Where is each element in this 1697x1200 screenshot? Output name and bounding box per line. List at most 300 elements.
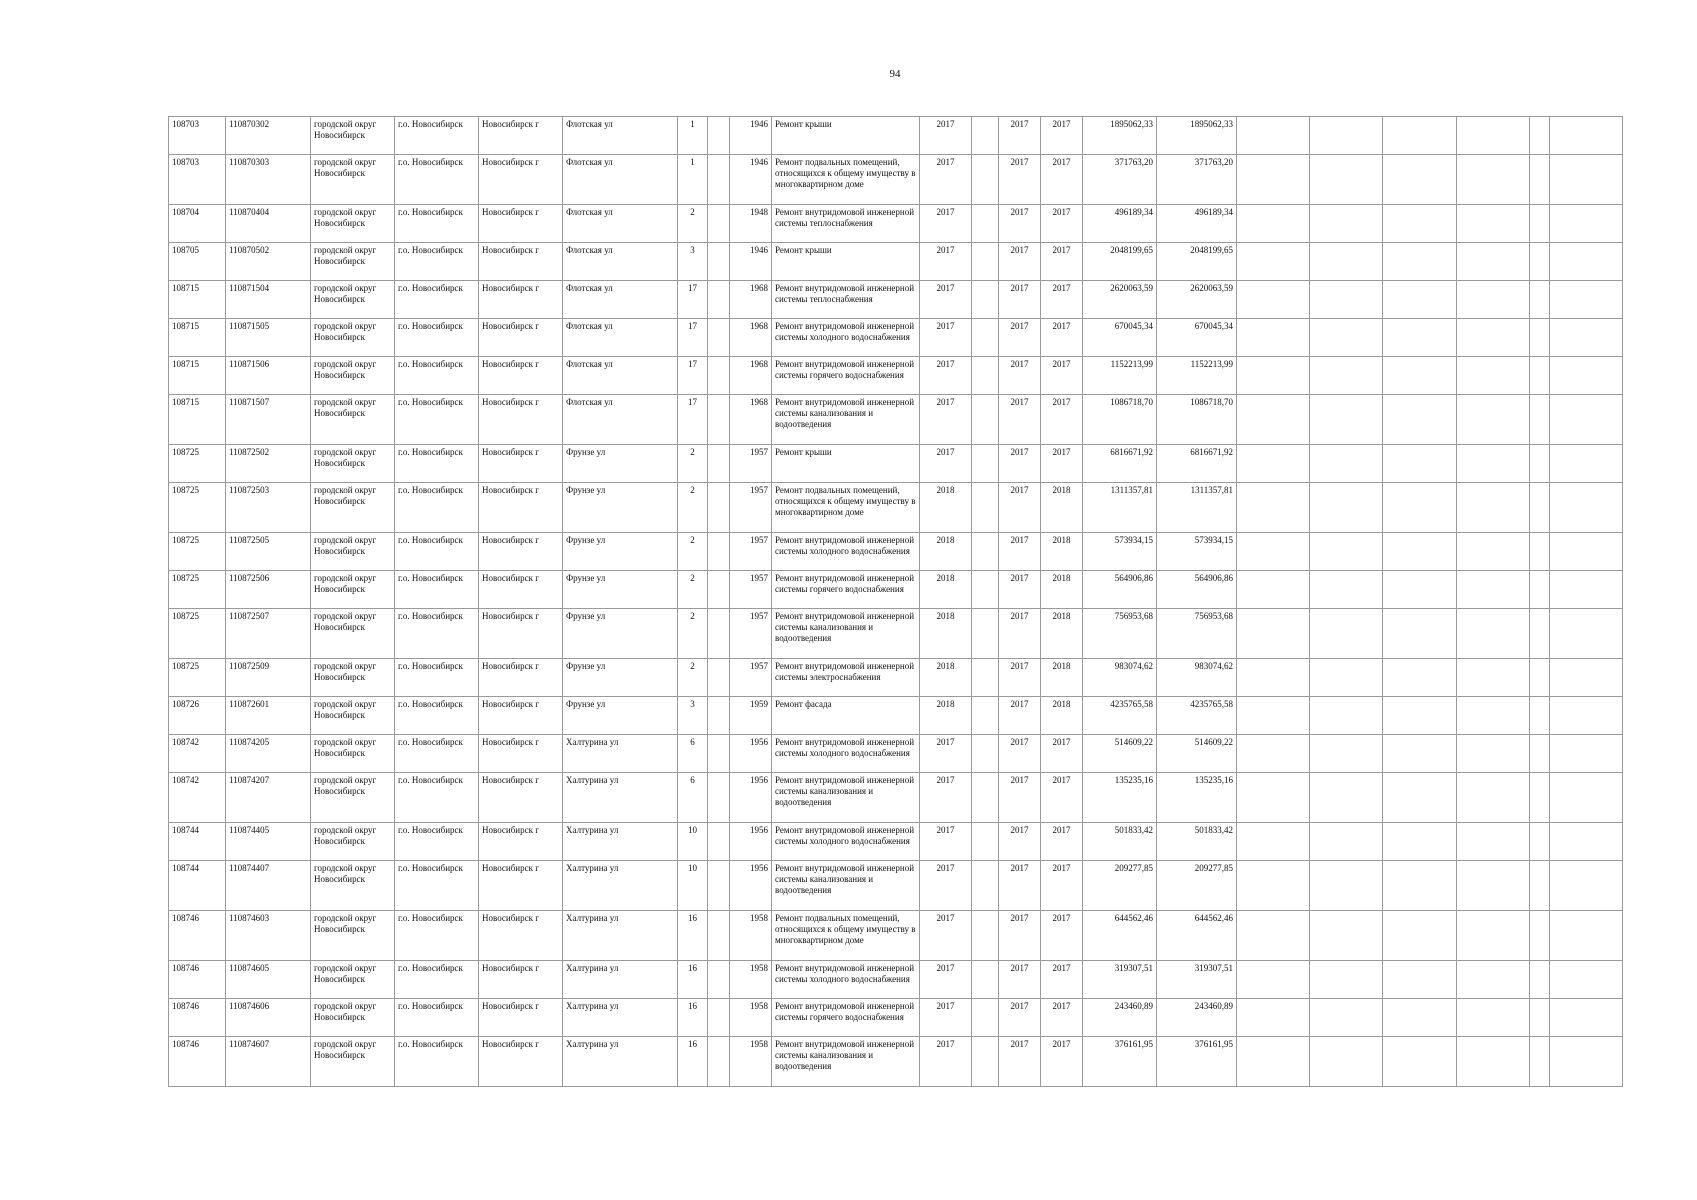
- table-row: [169, 571, 1623, 609]
- municipality-cell: г.о. Новосибирск: [395, 281, 479, 319]
- empty-cell: [1310, 205, 1383, 243]
- empty-cell: [1530, 205, 1550, 243]
- street-cell: Халтурина ул: [563, 773, 678, 823]
- empty-cell: [1237, 861, 1310, 911]
- work-type-cell: Ремонт внутридомовой инженерной системы холодного водоснабжения: [772, 823, 920, 861]
- build-year-cell: 1956: [730, 773, 772, 823]
- house-number-cell: 10: [678, 823, 708, 861]
- empty-cell: [972, 319, 999, 357]
- start-year-cell: 2017: [999, 1037, 1041, 1087]
- empty-cell: [1237, 571, 1310, 609]
- street-cell: Флотская ул: [563, 281, 678, 319]
- house-id-cell: 108725: [169, 445, 226, 483]
- municipality-cell: г.о. Новосибирск: [395, 1037, 479, 1087]
- work-code-cell: 110874407: [226, 861, 311, 911]
- planned-year-cell: 2017: [920, 281, 972, 319]
- house-id-cell: 108746: [169, 999, 226, 1037]
- empty-cell: [1530, 773, 1550, 823]
- empty-cell: [1310, 961, 1383, 999]
- city-cell: Новосибирск г: [479, 1037, 563, 1087]
- build-year-cell: 1956: [730, 823, 772, 861]
- house-id-cell: 108725: [169, 571, 226, 609]
- work-type-cell: Ремонт внутридомовой инженерной системы теплоснабжения: [772, 281, 920, 319]
- empty-cell: [1310, 445, 1383, 483]
- empty-cell: [1530, 445, 1550, 483]
- district-cell: городской округ Новосибирск: [311, 571, 395, 609]
- end-year-cell: 2017: [1041, 155, 1083, 205]
- cost-cell: 1311357,81: [1083, 483, 1157, 533]
- street-cell: Фрунзе ул: [563, 445, 678, 483]
- total-cost-cell: 501833,42: [1157, 823, 1237, 861]
- empty-cell: [1237, 533, 1310, 571]
- work-type-cell: Ремонт внутридомовой инженерной системы канализования и водоотведения: [772, 395, 920, 445]
- end-year-cell: 2017: [1041, 281, 1083, 319]
- empty-cell: [1310, 357, 1383, 395]
- total-cost-cell: 1152213,99: [1157, 357, 1237, 395]
- empty-cell: [1530, 861, 1550, 911]
- street-cell: Фрунзе ул: [563, 609, 678, 659]
- empty-cell: [972, 961, 999, 999]
- empty-cell: [972, 697, 999, 735]
- street-cell: Флотская ул: [563, 395, 678, 445]
- table-row: [169, 659, 1623, 697]
- empty-cell: [708, 445, 730, 483]
- empty-cell: [1237, 609, 1310, 659]
- table-row: [169, 735, 1623, 773]
- empty-cell: [1550, 155, 1623, 205]
- municipality-cell: г.о. Новосибирск: [395, 999, 479, 1037]
- district-cell: городской округ Новосибирск: [311, 1037, 395, 1087]
- empty-cell: [1237, 483, 1310, 533]
- empty-cell: [1457, 357, 1530, 395]
- street-cell: Флотская ул: [563, 117, 678, 155]
- house-id-cell: 108726: [169, 697, 226, 735]
- house-number-cell: 1: [678, 155, 708, 205]
- empty-cell: [972, 773, 999, 823]
- start-year-cell: 2017: [999, 773, 1041, 823]
- end-year-cell: 2017: [1041, 117, 1083, 155]
- house-number-cell: 17: [678, 395, 708, 445]
- start-year-cell: 2017: [999, 117, 1041, 155]
- start-year-cell: 2017: [999, 961, 1041, 999]
- end-year-cell: 2018: [1041, 697, 1083, 735]
- municipality-cell: г.о. Новосибирск: [395, 319, 479, 357]
- table-row: [169, 609, 1623, 659]
- empty-cell: [1550, 861, 1623, 911]
- empty-cell: [1550, 823, 1623, 861]
- empty-cell: [1310, 609, 1383, 659]
- house-number-cell: 2: [678, 205, 708, 243]
- total-cost-cell: 564906,86: [1157, 571, 1237, 609]
- district-cell: городской округ Новосибирск: [311, 659, 395, 697]
- start-year-cell: 2017: [999, 281, 1041, 319]
- table-row: [169, 205, 1623, 243]
- empty-cell: [708, 961, 730, 999]
- empty-cell: [1237, 823, 1310, 861]
- cost-cell: 2620063,59: [1083, 281, 1157, 319]
- city-cell: Новосибирск г: [479, 395, 563, 445]
- city-cell: Новосибирск г: [479, 697, 563, 735]
- start-year-cell: 2017: [999, 205, 1041, 243]
- empty-cell: [1457, 735, 1530, 773]
- house-id-cell: 108703: [169, 117, 226, 155]
- work-type-cell: Ремонт внутридомовой инженерной системы холодного водоснабжения: [772, 961, 920, 999]
- table-row: [169, 1037, 1623, 1087]
- work-code-cell: 110870302: [226, 117, 311, 155]
- total-cost-cell: 670045,34: [1157, 319, 1237, 357]
- work-type-cell: Ремонт крыши: [772, 243, 920, 281]
- house-id-cell: 108725: [169, 609, 226, 659]
- end-year-cell: 2017: [1041, 357, 1083, 395]
- empty-cell: [1237, 659, 1310, 697]
- cost-cell: 573934,15: [1083, 533, 1157, 571]
- page-number: 94: [889, 68, 901, 80]
- table-row: [169, 861, 1623, 911]
- empty-cell: [1310, 823, 1383, 861]
- planned-year-cell: 2018: [920, 659, 972, 697]
- work-code-cell: 110874207: [226, 773, 311, 823]
- empty-cell: [708, 117, 730, 155]
- cost-cell: 6816671,92: [1083, 445, 1157, 483]
- empty-cell: [1457, 281, 1530, 319]
- planned-year-cell: 2018: [920, 571, 972, 609]
- table-row: [169, 155, 1623, 205]
- table-row: [169, 319, 1623, 357]
- empty-cell: [1550, 697, 1623, 735]
- empty-cell: [1550, 659, 1623, 697]
- street-cell: Фрунзе ул: [563, 659, 678, 697]
- end-year-cell: 2017: [1041, 319, 1083, 357]
- empty-cell: [1530, 319, 1550, 357]
- house-number-cell: 2: [678, 445, 708, 483]
- build-year-cell: 1957: [730, 609, 772, 659]
- empty-cell: [708, 697, 730, 735]
- house-id-cell: 108715: [169, 395, 226, 445]
- empty-cell: [1383, 445, 1457, 483]
- house-number-cell: 16: [678, 961, 708, 999]
- empty-cell: [1550, 117, 1623, 155]
- empty-cell: [1457, 659, 1530, 697]
- municipality-cell: г.о. Новосибирск: [395, 533, 479, 571]
- start-year-cell: 2017: [999, 395, 1041, 445]
- total-cost-cell: 983074,62: [1157, 659, 1237, 697]
- city-cell: Новосибирск г: [479, 445, 563, 483]
- district-cell: городской округ Новосибирск: [311, 999, 395, 1037]
- table-row: [169, 243, 1623, 281]
- municipality-cell: г.о. Новосибирск: [395, 735, 479, 773]
- empty-cell: [1310, 483, 1383, 533]
- work-code-cell: 110870502: [226, 243, 311, 281]
- end-year-cell: 2017: [1041, 395, 1083, 445]
- empty-cell: [708, 395, 730, 445]
- work-type-cell: Ремонт внутридомовой инженерной системы холодного водоснабжения: [772, 533, 920, 571]
- start-year-cell: 2017: [999, 999, 1041, 1037]
- empty-cell: [1383, 533, 1457, 571]
- empty-cell: [708, 319, 730, 357]
- work-code-cell: 110874205: [226, 735, 311, 773]
- planned-year-cell: 2017: [920, 357, 972, 395]
- empty-cell: [1237, 1037, 1310, 1087]
- empty-cell: [1383, 697, 1457, 735]
- table-body: [169, 117, 1623, 1087]
- empty-cell: [1383, 155, 1457, 205]
- start-year-cell: 2017: [999, 609, 1041, 659]
- empty-cell: [708, 571, 730, 609]
- work-type-cell: Ремонт внутридомовой инженерной системы канализования и водоотведения: [772, 1037, 920, 1087]
- empty-cell: [708, 773, 730, 823]
- empty-cell: [1310, 735, 1383, 773]
- planned-year-cell: 2017: [920, 823, 972, 861]
- build-year-cell: 1946: [730, 155, 772, 205]
- empty-cell: [1310, 395, 1383, 445]
- city-cell: Новосибирск г: [479, 999, 563, 1037]
- empty-cell: [1530, 155, 1550, 205]
- street-cell: Флотская ул: [563, 357, 678, 395]
- work-type-cell: Ремонт подвальных помещений, относящихся к общему имуществу в многоквартирном доме: [772, 911, 920, 961]
- municipality-cell: г.о. Новосибирск: [395, 823, 479, 861]
- empty-cell: [1383, 735, 1457, 773]
- empty-cell: [1310, 861, 1383, 911]
- empty-cell: [1530, 395, 1550, 445]
- empty-cell: [708, 533, 730, 571]
- house-id-cell: 108744: [169, 823, 226, 861]
- table-row: [169, 697, 1623, 735]
- empty-cell: [1550, 319, 1623, 357]
- cost-cell: 1895062,33: [1083, 117, 1157, 155]
- empty-cell: [1237, 319, 1310, 357]
- empty-cell: [708, 357, 730, 395]
- work-type-cell: Ремонт внутридомовой инженерной системы холодного водоснабжения: [772, 735, 920, 773]
- work-type-cell: Ремонт внутридомовой инженерной системы канализования и водоотведения: [772, 773, 920, 823]
- cost-cell: 670045,34: [1083, 319, 1157, 357]
- start-year-cell: 2017: [999, 357, 1041, 395]
- house-number-cell: 2: [678, 571, 708, 609]
- district-cell: городской округ Новосибирск: [311, 395, 395, 445]
- cost-cell: 1086718,70: [1083, 395, 1157, 445]
- municipality-cell: г.о. Новосибирск: [395, 395, 479, 445]
- empty-cell: [1457, 205, 1530, 243]
- empty-cell: [1383, 823, 1457, 861]
- house-number-cell: 10: [678, 861, 708, 911]
- district-cell: городской округ Новосибирск: [311, 823, 395, 861]
- work-code-cell: 110872601: [226, 697, 311, 735]
- empty-cell: [972, 659, 999, 697]
- start-year-cell: 2017: [999, 533, 1041, 571]
- empty-cell: [972, 999, 999, 1037]
- build-year-cell: 1957: [730, 659, 772, 697]
- work-type-cell: Ремонт подвальных помещений, относящихся к общему имуществу в многоквартирном доме: [772, 483, 920, 533]
- empty-cell: [1383, 609, 1457, 659]
- cost-cell: 983074,62: [1083, 659, 1157, 697]
- work-code-cell: 110872502: [226, 445, 311, 483]
- total-cost-cell: 6816671,92: [1157, 445, 1237, 483]
- end-year-cell: 2017: [1041, 1037, 1083, 1087]
- empty-cell: [1457, 533, 1530, 571]
- work-code-cell: 110870404: [226, 205, 311, 243]
- district-cell: городской округ Новосибирск: [311, 773, 395, 823]
- table-row: [169, 773, 1623, 823]
- house-number-cell: 16: [678, 1037, 708, 1087]
- empty-cell: [1310, 155, 1383, 205]
- build-year-cell: 1968: [730, 357, 772, 395]
- work-code-cell: 110872509: [226, 659, 311, 697]
- city-cell: Новосибирск г: [479, 243, 563, 281]
- table-row: [169, 357, 1623, 395]
- end-year-cell: 2017: [1041, 823, 1083, 861]
- end-year-cell: 2017: [1041, 735, 1083, 773]
- city-cell: Новосибирск г: [479, 571, 563, 609]
- end-year-cell: 2017: [1041, 445, 1083, 483]
- empty-cell: [708, 205, 730, 243]
- empty-cell: [1550, 911, 1623, 961]
- planned-year-cell: 2018: [920, 609, 972, 659]
- street-cell: Флотская ул: [563, 155, 678, 205]
- house-number-cell: 2: [678, 659, 708, 697]
- start-year-cell: 2017: [999, 861, 1041, 911]
- table-row: [169, 445, 1623, 483]
- build-year-cell: 1957: [730, 483, 772, 533]
- municipality-cell: г.о. Новосибирск: [395, 773, 479, 823]
- empty-cell: [1457, 1037, 1530, 1087]
- empty-cell: [1383, 911, 1457, 961]
- district-cell: городской округ Новосибирск: [311, 911, 395, 961]
- empty-cell: [708, 243, 730, 281]
- district-cell: городской округ Новосибирск: [311, 697, 395, 735]
- empty-cell: [1383, 205, 1457, 243]
- work-type-cell: Ремонт фасада: [772, 697, 920, 735]
- work-type-cell: Ремонт внутридомовой инженерной системы электроснабжения: [772, 659, 920, 697]
- empty-cell: [1530, 911, 1550, 961]
- municipality-cell: г.о. Новосибирск: [395, 961, 479, 999]
- work-type-cell: Ремонт крыши: [772, 445, 920, 483]
- planned-year-cell: 2018: [920, 533, 972, 571]
- empty-cell: [1530, 735, 1550, 773]
- district-cell: городской округ Новосибирск: [311, 281, 395, 319]
- total-cost-cell: 209277,85: [1157, 861, 1237, 911]
- district-cell: городской округ Новосибирск: [311, 861, 395, 911]
- work-code-cell: 110871504: [226, 281, 311, 319]
- table-row: [169, 533, 1623, 571]
- work-type-cell: Ремонт внутридомовой инженерной системы горячего водоснабжения: [772, 571, 920, 609]
- city-cell: Новосибирск г: [479, 281, 563, 319]
- house-id-cell: 108704: [169, 205, 226, 243]
- empty-cell: [972, 483, 999, 533]
- end-year-cell: 2018: [1041, 533, 1083, 571]
- district-cell: городской округ Новосибирск: [311, 483, 395, 533]
- empty-cell: [1530, 243, 1550, 281]
- cost-cell: 1152213,99: [1083, 357, 1157, 395]
- empty-cell: [1457, 483, 1530, 533]
- build-year-cell: 1946: [730, 117, 772, 155]
- cost-cell: 514609,22: [1083, 735, 1157, 773]
- work-type-cell: Ремонт внутридомовой инженерной системы канализования и водоотведения: [772, 861, 920, 911]
- end-year-cell: 2017: [1041, 773, 1083, 823]
- total-cost-cell: 1311357,81: [1157, 483, 1237, 533]
- build-year-cell: 1956: [730, 861, 772, 911]
- empty-cell: [1457, 697, 1530, 735]
- planned-year-cell: 2017: [920, 961, 972, 999]
- house-id-cell: 108725: [169, 533, 226, 571]
- planned-year-cell: 2017: [920, 999, 972, 1037]
- house-id-cell: 108705: [169, 243, 226, 281]
- district-cell: городской округ Новосибирск: [311, 117, 395, 155]
- table-row: [169, 281, 1623, 319]
- empty-cell: [972, 155, 999, 205]
- build-year-cell: 1958: [730, 999, 772, 1037]
- street-cell: Фрунзе ул: [563, 533, 678, 571]
- empty-cell: [1550, 999, 1623, 1037]
- empty-cell: [1310, 697, 1383, 735]
- cost-cell: 501833,42: [1083, 823, 1157, 861]
- total-cost-cell: 496189,34: [1157, 205, 1237, 243]
- empty-cell: [1530, 1037, 1550, 1087]
- street-cell: Фрунзе ул: [563, 571, 678, 609]
- total-cost-cell: 135235,16: [1157, 773, 1237, 823]
- empty-cell: [708, 609, 730, 659]
- empty-cell: [708, 861, 730, 911]
- total-cost-cell: 4235765,58: [1157, 697, 1237, 735]
- house-id-cell: 108725: [169, 659, 226, 697]
- empty-cell: [972, 911, 999, 961]
- empty-cell: [1550, 735, 1623, 773]
- build-year-cell: 1948: [730, 205, 772, 243]
- table-row: [169, 395, 1623, 445]
- work-code-cell: 110874606: [226, 999, 311, 1037]
- total-cost-cell: 644562,46: [1157, 911, 1237, 961]
- house-id-cell: 108744: [169, 861, 226, 911]
- house-id-cell: 108746: [169, 1037, 226, 1087]
- house-id-cell: 108715: [169, 357, 226, 395]
- total-cost-cell: 319307,51: [1157, 961, 1237, 999]
- end-year-cell: 2017: [1041, 999, 1083, 1037]
- work-type-cell: Ремонт внутридомовой инженерной системы теплоснабжения: [772, 205, 920, 243]
- planned-year-cell: 2017: [920, 911, 972, 961]
- start-year-cell: 2017: [999, 155, 1041, 205]
- empty-cell: [1530, 823, 1550, 861]
- district-cell: городской округ Новосибирск: [311, 533, 395, 571]
- start-year-cell: 2017: [999, 571, 1041, 609]
- empty-cell: [972, 533, 999, 571]
- total-cost-cell: 376161,95: [1157, 1037, 1237, 1087]
- empty-cell: [1310, 571, 1383, 609]
- cost-cell: 371763,20: [1083, 155, 1157, 205]
- cost-cell: 496189,34: [1083, 205, 1157, 243]
- municipality-cell: г.о. Новосибирск: [395, 117, 479, 155]
- empty-cell: [1457, 319, 1530, 357]
- empty-cell: [1550, 395, 1623, 445]
- empty-cell: [1530, 117, 1550, 155]
- work-code-cell: 110872503: [226, 483, 311, 533]
- work-type-cell: Ремонт внутридомовой инженерной системы холодного водоснабжения: [772, 319, 920, 357]
- empty-cell: [1383, 773, 1457, 823]
- empty-cell: [1310, 243, 1383, 281]
- end-year-cell: 2017: [1041, 243, 1083, 281]
- house-number-cell: 6: [678, 735, 708, 773]
- street-cell: Халтурина ул: [563, 735, 678, 773]
- city-cell: Новосибирск г: [479, 823, 563, 861]
- empty-cell: [1237, 445, 1310, 483]
- empty-cell: [1530, 999, 1550, 1037]
- start-year-cell: 2017: [999, 445, 1041, 483]
- empty-cell: [1550, 445, 1623, 483]
- empty-cell: [1383, 357, 1457, 395]
- planned-year-cell: 2017: [920, 445, 972, 483]
- municipality-cell: г.о. Новосибирск: [395, 243, 479, 281]
- house-number-cell: 2: [678, 533, 708, 571]
- empty-cell: [1530, 483, 1550, 533]
- empty-cell: [1310, 281, 1383, 319]
- empty-cell: [1530, 571, 1550, 609]
